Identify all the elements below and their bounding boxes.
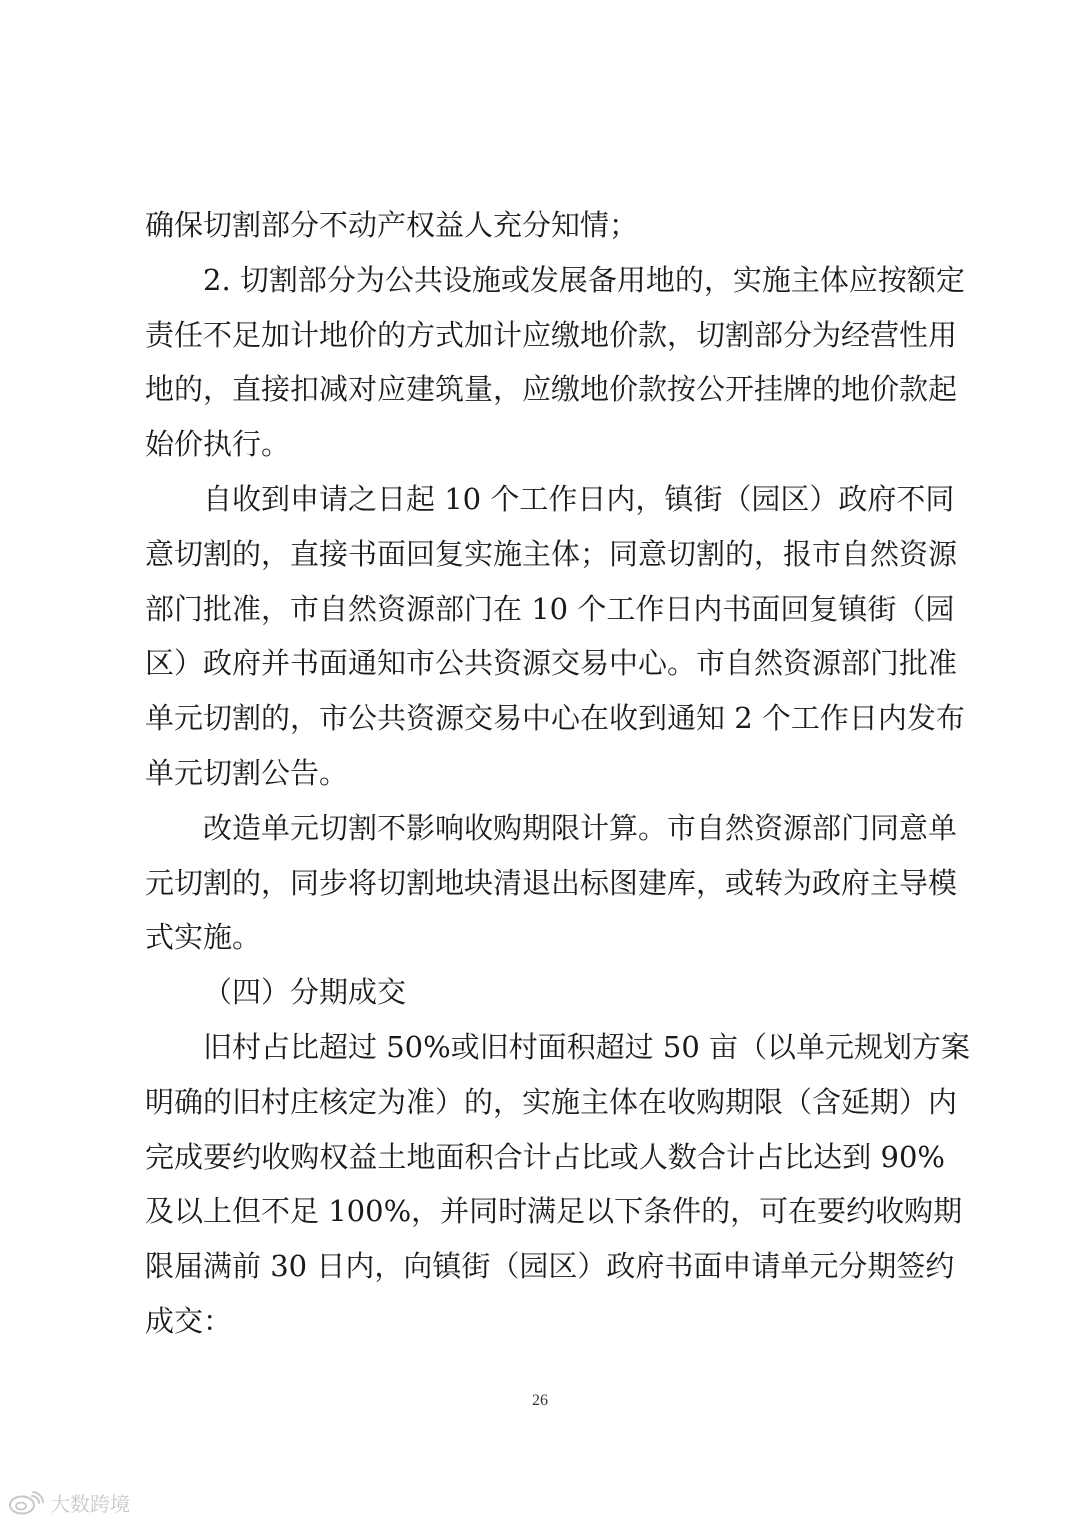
page-number: 26 xyxy=(532,1392,548,1409)
text-line: 限届满前 30 日内，向镇街（园区）政府书面申请单元分期签约 xyxy=(145,1249,955,1284)
text-line: 确保切割部分不动产权益人充分知情； xyxy=(145,208,639,242)
text-line: 2. 切割部分为公共设施或发展备用地的，实施主体应按额定 xyxy=(203,262,965,297)
text-line: 责任不足加计地价的方式加计应缴地价款，切割部分为经营性用 xyxy=(145,317,958,352)
watermark xyxy=(8,1488,130,1517)
text-line: 旧村占比超过 50%或旧村面积超过 50 亩（以单元规划方案 xyxy=(203,1029,971,1064)
text-line: 及以上但不足 100%，并同时满足以下条件的，可在要约收购期 xyxy=(145,1194,963,1229)
text-line: 成交： xyxy=(145,1303,233,1338)
text-line: 元切割的，同步将切割地块清退出标图建库，或转为政府主导模 xyxy=(145,865,958,900)
text-line: 区）政府并书面通知市公共资源交易中心。市自然资源部门批准 xyxy=(145,646,958,681)
section-heading: （四）分期成交 xyxy=(203,975,407,1010)
body-text xyxy=(145,198,971,1349)
text-line: 单元切割公告。 xyxy=(145,755,349,790)
text-line: 意切割的，直接书面回复实施主体；同意切割的，报市自然资源 xyxy=(145,536,958,571)
text-line: 明确的旧村庄核定为准）的，实施主体在收购期限（含延期）内 xyxy=(145,1084,958,1119)
text-line: 完成要约收购权益土地面积合计占比或人数合计占比达到 90% xyxy=(145,1139,945,1174)
text-line: 自收到申请之日起 10 个工作日内，镇街（园区）政府不同 xyxy=(203,481,955,516)
text-line: 始价执行。 xyxy=(145,427,291,462)
text-line: 式实施。 xyxy=(145,920,262,955)
text-line: 单元切割的，市公共资源交易中心在收到通知 2 个工作日内发布 xyxy=(145,701,965,736)
text-line: 改造单元切割不影响收购期限计算。市自然资源部门同意单 xyxy=(203,810,958,845)
watermark-text: 大数跨境 xyxy=(50,1492,130,1516)
text-line: 地的，直接扣减对应建筑量，应缴地价款按公开挂牌的地价款起 xyxy=(145,372,958,407)
weibo-logo-icon xyxy=(8,1490,46,1516)
text-line: 部门批准，市自然资源部门在 10 个工作日内书面回复镇街（园 xyxy=(145,591,955,626)
